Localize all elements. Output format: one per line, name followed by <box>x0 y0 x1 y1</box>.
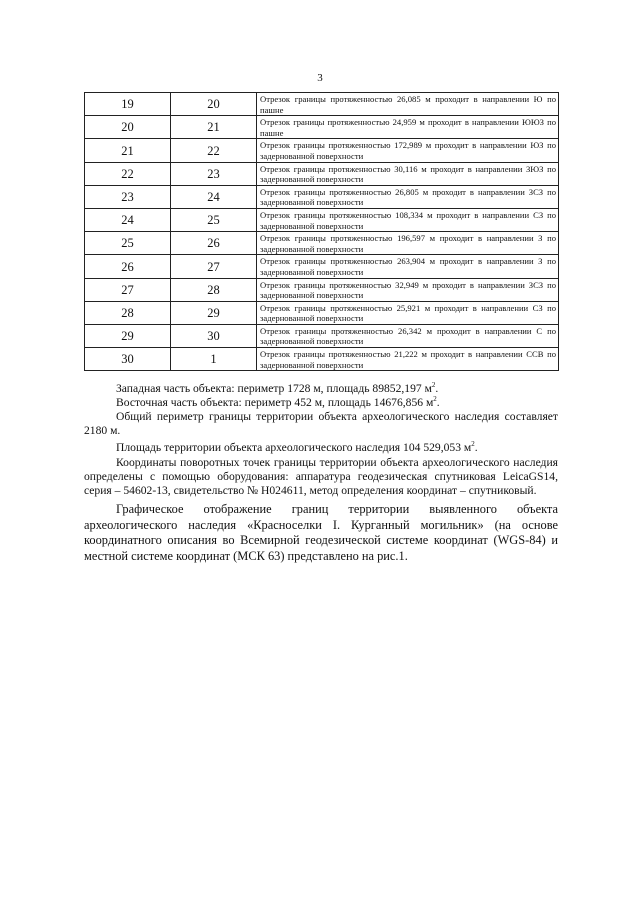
point-from-cell: 23 <box>85 185 171 208</box>
square-superscript: 2 <box>471 440 475 449</box>
point-to-cell: 22 <box>171 139 257 162</box>
table-row <box>85 278 559 301</box>
square-superscript: 2 <box>431 381 436 390</box>
point-to-cell: 27 <box>171 255 257 278</box>
page-number: 3 <box>317 72 323 84</box>
point-from-cell: 29 <box>85 324 171 347</box>
segment-description-cell: Отрезок границы протяженностью 25,921 м проходит в направлении СЗ по задернованной поверхности <box>257 301 559 324</box>
point-to-cell: 25 <box>171 208 257 231</box>
point-to-cell: 20 <box>171 93 257 116</box>
point-from-cell: 25 <box>85 232 171 255</box>
segment-description-cell: Отрезок границы протяженностью 24,959 м проходит в направлении ЮЮЗ по пашне <box>257 116 559 139</box>
point-to-cell: 28 <box>171 278 257 301</box>
sentence-period: . <box>474 441 478 454</box>
west-part-value: Западная часть объекта: периметр 1728 м, площадь 89852,197 м <box>116 382 432 395</box>
segment-description-cell: Отрезок границы протяженностью 108,334 м проходит в направлении СЗ по задернованной поверхности <box>257 208 559 231</box>
segment-description-cell: Отрезок границы протяженностью 26,805 м проходит в направлении ЗСЗ по задернованной поверхности <box>257 185 559 208</box>
point-from-cell: 30 <box>85 348 171 371</box>
segment-description-cell: Отрезок границы протяженностью 32,949 м проходит в направлении ЗСЗ по задернованной поверхности <box>257 278 559 301</box>
total-area-text <box>84 441 558 455</box>
point-to-cell: 26 <box>171 232 257 255</box>
sentence-period: . <box>435 382 439 395</box>
point-from-cell: 24 <box>85 208 171 231</box>
area-summary <box>84 382 558 564</box>
point-from-cell: 22 <box>85 162 171 185</box>
segment-description-cell: Отрезок границы протяженностью 26,342 м проходит в направлении С по задернованной поверхности <box>257 324 559 347</box>
segment-description-cell: Отрезок границы протяженностью 263,904 м проходит в направлении З по задернованной поверхности <box>257 255 559 278</box>
point-to-cell: 30 <box>171 324 257 347</box>
point-from-cell: 26 <box>85 255 171 278</box>
table-row <box>85 185 559 208</box>
east-part-value: Восточная часть объекта: периметр 452 м, площадь 14676,856 м <box>116 396 434 409</box>
total-perimeter-text: Общий периметр границы территории объекта археологического наследия составляет 2180 м. <box>84 410 558 437</box>
coordinates-method-text: Координаты поворотных точек границы территории объекта археологического наследия определены с помощью оборудования: аппаратура геодезическая спутниковая LeicaGS14, серия – 54602-13, свидетельство № Н024611, метод определения координат – спутниковый. <box>84 456 558 497</box>
table-row <box>85 162 559 185</box>
point-to-cell: 23 <box>171 162 257 185</box>
point-to-cell: 21 <box>171 116 257 139</box>
table-row <box>85 255 559 278</box>
square-superscript: 2 <box>433 395 437 404</box>
table-row <box>85 232 559 255</box>
point-from-cell: 27 <box>85 278 171 301</box>
point-from-cell: 28 <box>85 301 171 324</box>
table-row <box>85 208 559 231</box>
table-body <box>85 93 559 371</box>
segment-description-cell: Отрезок границы протяженностью 172,989 м проходит в направлении ЮЗ по задернованной поверхности <box>257 139 559 162</box>
table-row <box>85 93 559 116</box>
table-row <box>85 348 559 371</box>
total-area-value: Площадь территории объекта археологического наследия 104 529,053 м <box>116 441 472 454</box>
table-row <box>85 324 559 347</box>
point-from-cell: 19 <box>85 93 171 116</box>
point-to-cell: 1 <box>171 348 257 371</box>
point-from-cell: 21 <box>85 139 171 162</box>
point-to-cell: 24 <box>171 185 257 208</box>
table-row <box>85 116 559 139</box>
east-part-text <box>84 396 558 410</box>
table-row <box>85 139 559 162</box>
segment-description-cell: Отрезок границы протяженностью 196,597 м проходит в направлении З по задернованной поверхности <box>257 232 559 255</box>
graphic-display-text: Графическое отображение границ территории выявленного объекта археологического наследия «Красноселки I. Курганный могильник» (на основе координатного описания во Всемирной геодезической системе координат (WGS-84) и местной системе координат (МСК 63) представлено на рис.1. <box>84 502 558 563</box>
point-to-cell: 29 <box>171 301 257 324</box>
segment-description-cell: Отрезок границы протяженностью 21,222 м проходит в направлении ССВ по задернованной поверхности <box>257 348 559 371</box>
boundary-segments-table <box>84 92 559 371</box>
west-part-text <box>84 382 558 396</box>
segment-description-cell: Отрезок границы протяженностью 30,116 м проходит в направлении ЗЮЗ по задернованной поверхности <box>257 162 559 185</box>
sentence-period: . <box>436 396 440 409</box>
point-from-cell: 20 <box>85 116 171 139</box>
segment-description-cell: Отрезок границы протяженностью 26,085 м проходит в направлении Ю по пашне <box>257 93 559 116</box>
table-row <box>85 301 559 324</box>
